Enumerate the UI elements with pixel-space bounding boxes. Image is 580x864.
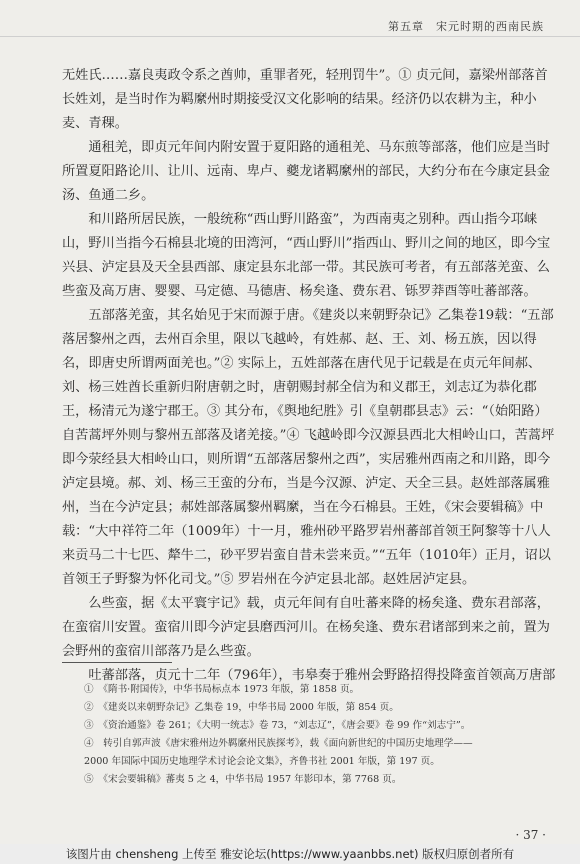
header-divider [0, 36, 580, 37]
paragraph: 无姓氏……嘉良夷政令系之酋帅，重罪者死，轻刑罚牛”。① 贞元间，嘉梁州部落首长姓刘，是当时作为羁縻州时期接受汉文化影响的结果。经济仍以农耕为主，种小麦、青稞。 [62, 68, 548, 131]
body-text [62, 64, 560, 688]
watermark-banner: 该图片由 chensheng 上传至 雅安论坛(https://www.yaanbbs.net) 版权归原创者所有 [0, 844, 580, 864]
footnotes [84, 681, 564, 789]
running-header: 第五章 宋元时期的西南民族 [388, 20, 544, 33]
page-number: · 37 · [515, 828, 546, 842]
footnote: ③ 《资治通鉴》卷 261；《大明一统志》卷 73，“刘志辽”，《唐会要》卷 99 作“刘志宁”。 [84, 720, 471, 731]
footnote: ⑤ 《宋会要辑稿》蕃夷 5 之 4，中华书局 1957 年影印本，第 7768 页。 [84, 774, 402, 785]
paragraph: 通租羌，即贞元年间内附安置于夏阳路的通租羌、马东煎等部落，他们应是当时所置夏阳路论川、让川、远南、卑卢、夔龙诸羁縻州的部民，大约分布在今康定县金汤、鱼通二乡。 [62, 140, 550, 203]
footnote: ① 《隋书·附国传》，中华书局标点本 1973 年版，第 1858 页。 [84, 684, 360, 695]
footnote: 2000 年国际中国历史地理学术讨论会论文集》，齐鲁书社 2001 年版，第 197 页。 [84, 756, 440, 767]
paragraph: 和川路所居民族，一般统称“西山野川路蛮”，为西南夷之别种。西山指今邛崃山，野川当指今石棉县北境的田湾河，“西山野川”指西山、野川之间的地区，即今宝兴县、泸定县及天全县西部、康定县东北部一带。其民族可考者，有五部落羌蛮、么些蛮及高万唐、婴婴、马定德、马德唐、杨矣逢、费东君、铄罗莽酉等吐蕃部落。 [62, 212, 551, 299]
paragraph: 吐蕃部落，贞元十二年（796年），韦皋奏于雅州会野路招得投降蛮首领高万唐部 [88, 668, 556, 683]
footnote-divider [62, 662, 172, 663]
paragraph: 五部落羌蛮，其名始见于宋而源于唐。《建炎以来朝野杂记》乙集卷19载：“五部落居黎州之西，去州百余里，限以飞越岭，有姓郝、赵、王、刘、杨五族，因以得名，即唐史所谓两面羌也。”② 实际上，五姓部落在唐代见于记载是在贞元年间郝、刘、杨三姓酋长重新归附唐朝之时，唐朝赐封郝全信为和义郡王，刘志辽为恭化郡王，杨清元为遂宁郡王。③ 其分布，《舆地纪胜》引《皇朝郡县志》云：“（始阳路）自苦蒿坪外则与黎州五部落及诸羌接。”④ 飞越岭即今汉源县西北大相岭山口，苦蒿坪即今荥经县大相岭山口，则所谓“五部落居黎州之西”，实居雅州西南之和川路，即今泸定县境。郝、刘、杨三王蛮的分布，当是今汉源、泸定、天全三县。赵姓部落属雅州，当在今泸定县；郝姓部落属黎州羁縻，当在今石棉县。王姓，《宋会要辑稿》中载：“大中祥符二年（1009年）十一月，雅州砂平路罗岩州蕃部首领王阿黎等十八人来贡马二十七匹、犛牛二，砂平罗岩蛮自昔未尝来贡。”“五年（1010年）正月，诏以首领王子野黎为怀化司戈。”⑤ 罗岩州在今泸定县北部。赵姓居泸定县。 [62, 308, 555, 587]
footnote: ④ 转引自郭声波《唐宋雅州边外羁縻州民族探考》，载《面向新世纪的中国历史地理学—— [84, 738, 473, 749]
footnote: ② 《建炎以来朝野杂记》乙集卷 19，中华书局 2000 年版，第 854 页。 [84, 702, 399, 713]
paragraph: 么些蛮，据《太平寰宇记》载，贞元年间有自吐蕃来降的杨矣逢、费东君部落，在蛮宿川安置。蛮宿川即今泸定县磨西河川。在杨矣逢、费东君诸部到来之前，置为会野州的蛮宿川部落乃是么些蛮。 [62, 596, 550, 659]
